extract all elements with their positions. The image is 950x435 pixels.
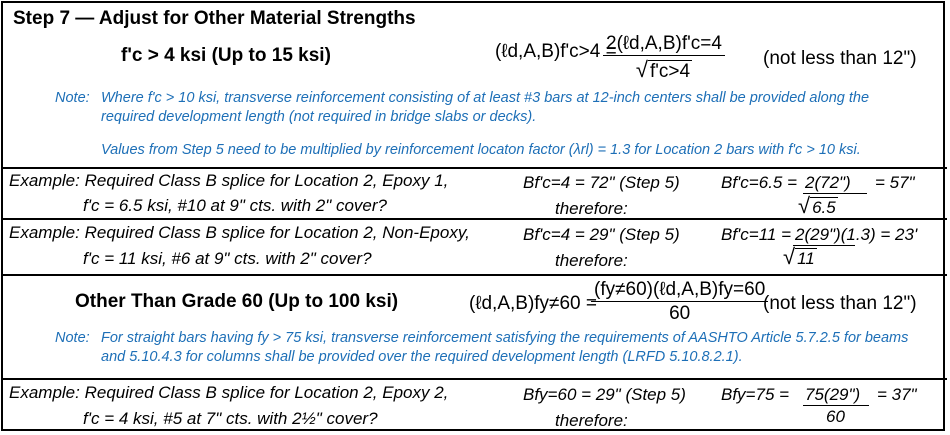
example1-result-denominator: √ 6.5 (798, 193, 836, 218)
section1-fraction: $\frac{\text{2(ℓd,A,B)f'c=4}}{√ f'c>4}$ (603, 33, 725, 83)
divider (3, 378, 947, 380)
section2-equation-lhs: (ℓd,A,B)fy≠60 = (469, 293, 597, 314)
document-frame (1, 1, 945, 431)
example2-result-numerator: 2(29")(1.3) = 23' (795, 225, 918, 244)
section1-note2: Values from Step 5 need to be multiplied by reinforcement locaton factor (λrl) = 1.3 for Location 2 bars with f'c > 10 ksi. (101, 142, 861, 158)
example2-result-lhs: Bf'c=11 = (721, 225, 792, 244)
example2-result-radicand: 11 (797, 249, 815, 268)
step-title: Step 7 — Adjust for Other Material Strengths (13, 8, 416, 29)
section2-fraction (591, 279, 768, 325)
section2-numerator: (fy≠60)(ℓd,A,B)fy=60 (591, 279, 768, 302)
example1-result-value: = 57" (875, 173, 915, 192)
example3-given: Bfy=60 = 29" (Step 5) (523, 385, 686, 404)
section2-note-label: Note: (55, 330, 90, 346)
section1-limit: (not less than 12") (763, 48, 917, 69)
example3-line2: f'c = 4 ksi, #5 at 7" cts. with 2½" cover? (83, 409, 378, 428)
example2-given: Bf'c=4 = 29" (Step 5) (523, 225, 680, 244)
example1-given: Bf'c=4 = 72" (Step 5) (523, 173, 680, 192)
example2-line1: Example: Required Class B splice for Location 2, Non-Epoxy, (9, 223, 470, 242)
example3-result-lhs: Bfy=75 = (721, 385, 790, 404)
divider (3, 167, 947, 169)
section2-denominator: 60 (669, 303, 691, 324)
section1-denominator: f'c>4 (649, 61, 691, 82)
example1-result-radicand: 6.5 (812, 198, 836, 217)
example3-fraction-bar (803, 405, 869, 406)
section1-heading: f'c > 4 ksi (Up to 15 ksi) (121, 45, 331, 66)
divider (3, 218, 947, 220)
section1-numerator: 2(ℓd,A,B)f'c=4 (603, 33, 725, 56)
section2-limit: (not less than 12") (763, 293, 917, 314)
section2-heading: Other Than Grade 60 (Up to 100 ksi) (75, 291, 399, 312)
section1-note-label: Note: (55, 90, 90, 106)
example2-line2: f'c = 11 ksi, #6 at 9" cts. with 2" cover? (83, 249, 372, 268)
example2-result-denominator: √ 11 (783, 244, 815, 269)
section1-equation (495, 41, 617, 63)
example3-line1: Example: Required Class B splice for Location 2, Epoxy 2, (9, 383, 449, 402)
section1-note1: Where f'c > 10 ksi, transverse reinforcement consisting of at least #3 bars at 12-inch centers shall be provided along the required development length (not required in bridge slabs or decks). (101, 90, 870, 125)
example3-result-denominator: 60 (826, 407, 845, 426)
example2-therefore: therefore: (555, 251, 628, 270)
example3-result-value: = 37" (877, 385, 917, 404)
example1-line1: Example: Required Class B splice for Location 2, Epoxy 1, (9, 171, 449, 190)
divider (3, 274, 947, 276)
example1-result-numerator: 2(72") (805, 173, 851, 192)
section1-equation-lhs: (ℓd,A,B)f'c>4 = (495, 41, 617, 62)
example3-result-numerator: 75(29") (805, 385, 861, 404)
example1-result-lhs: Bf'c=6.5 = (721, 173, 798, 192)
example1-therefore: therefore: (555, 199, 628, 218)
example3-therefore: therefore: (555, 411, 628, 430)
section2-note: For straight bars having fy > 75 ksi, transverse reinforcement satisfying the requirements of AASHTO Article 5.7.2.5 for beams and 5.10.4.3 for columns shall be provided over the required development length (LRFD 5.10.8.2.1). (101, 330, 909, 365)
example1-line2: f'c = 6.5 ksi, #10 at 9" cts. with 2" cover? (83, 196, 387, 215)
